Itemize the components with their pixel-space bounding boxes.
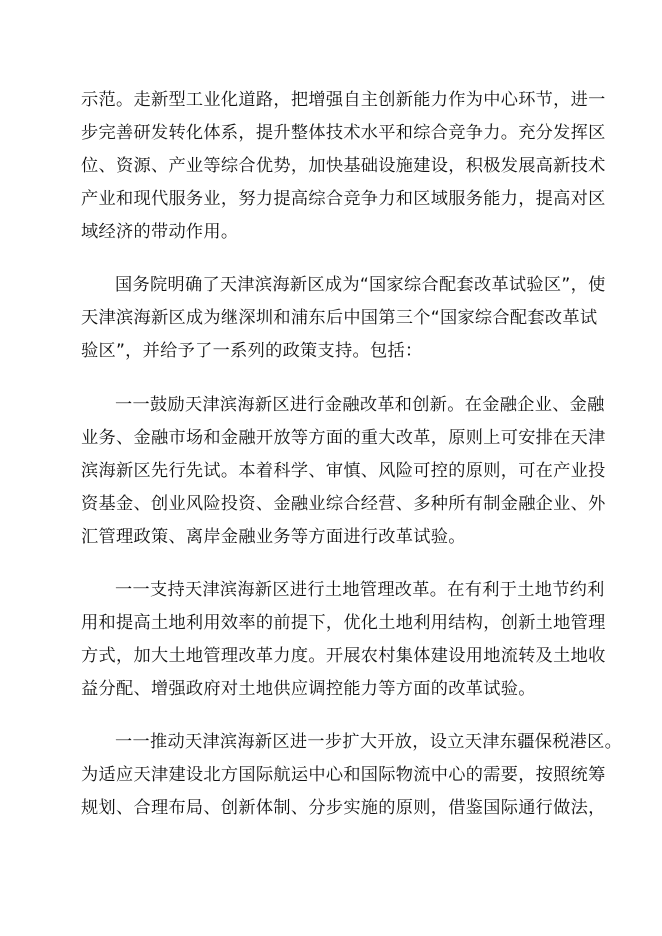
text-line: 产业和现代服务业，努力提高综合竞争力和区域服务能力，提高对区 [81,189,606,209]
text-line: 业务、金融市场和金融开放等方面的重大改革，原则上可安排在天津 [81,428,606,448]
text-line: 位、资源、产业等综合优势，加快基础设施建设，积极发展高新技术 [81,156,606,176]
text-line: 规划、合理布局、创新体制、分步实施的原则，借鉴国际通行做法， [81,798,606,818]
text-line: 一一支持天津滨海新区进行土地管理改革。在有利于土地节约利 [115,580,605,600]
text-line: 验区”，并给予了一系列的政策支持。包括： [81,341,423,361]
text-line: 用和提高土地利用效率的前提下，优化土地利用结构，创新土地管理 [81,613,606,633]
text-line: 一一推动天津滨海新区进一步扩大开放，设立天津东疆保税港区。 [115,732,623,752]
text-line: 滨海新区先行先试。本着科学、审慎、风险可控的原则，可在产业投 [81,461,606,481]
text-line: 汇管理政策、离岸金融业务等方面进行改革试验。 [81,527,466,547]
text-line: 方式，加大土地管理改革力度。开展农村集体建设用地流转及土地收 [81,646,606,666]
text-line: 国务院明确了天津滨海新区成为“国家综合配套改革试验区”，使 [115,275,606,295]
text-line: 资基金、创业风险投资、金融业综合经营、多种所有制金融企业、外 [81,494,606,514]
text-line: 示范。走新型工业化道路，把增强自主创新能力作为中心环节，进一 [81,90,606,110]
text-line: 步完善研发转化体系，提升整体技术水平和综合竞争力。充分发挥区 [81,123,606,143]
text-line: 域经济的带动作用。 [81,222,239,242]
text-line: 为适应天津建设北方国际航运中心和国际物流中心的需要，按照统筹 [81,765,606,785]
text-line: 益分配、增强政府对土地供应调控能力等方面的改革试验。 [81,679,536,699]
text-line: 一一鼓励天津滨海新区进行金融改革和创新。在金融企业、金融 [115,395,605,415]
text-line: 天津滨海新区成为继深圳和浦东后中国第三个“国家综合配套改革试 [81,308,598,328]
